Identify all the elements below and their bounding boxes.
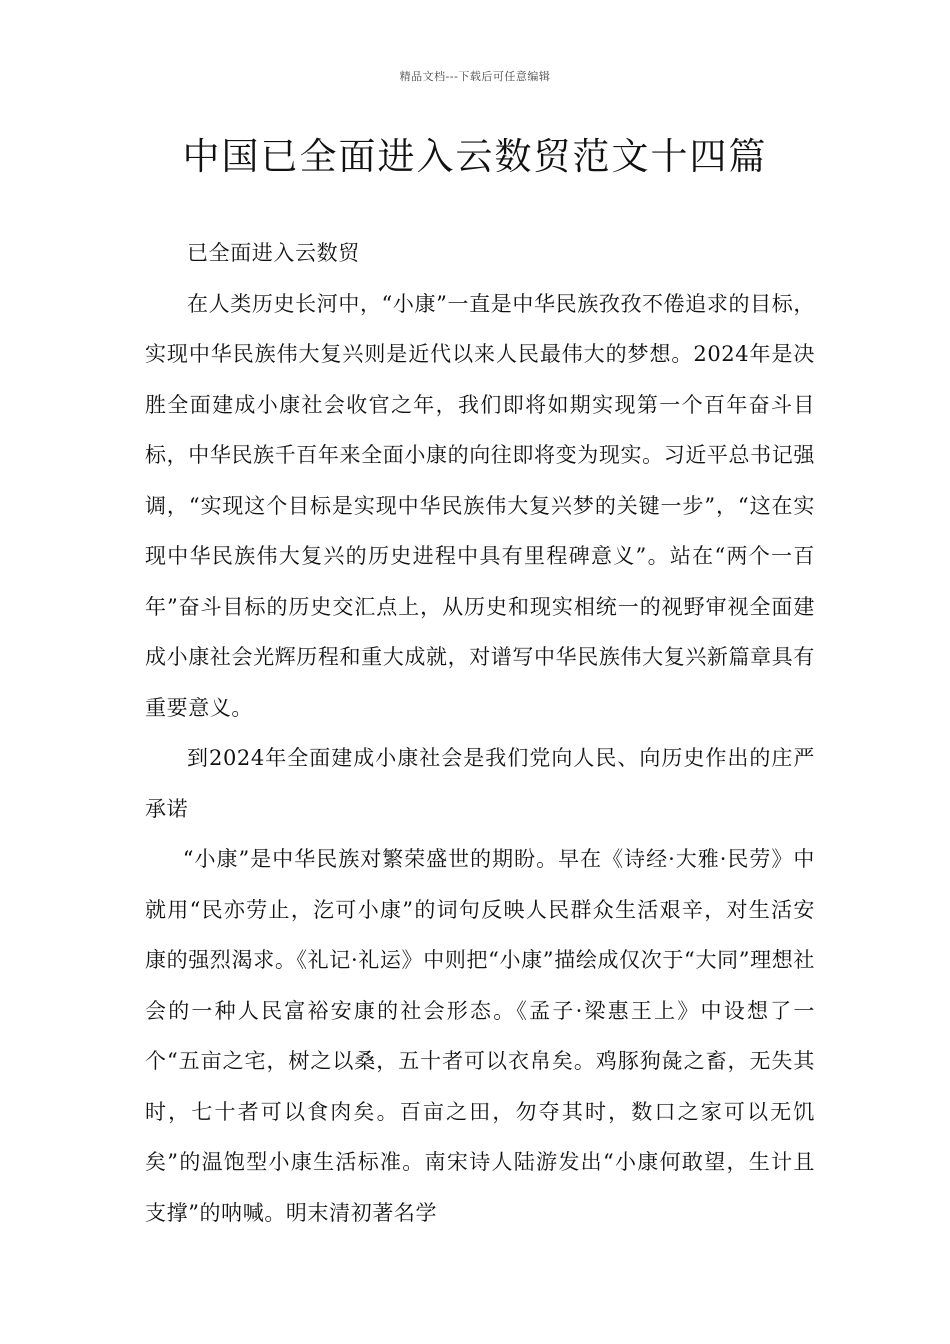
paragraph: “小康”是中华民族对繁荣盛世的期盼。早在《诗经·大雅·民劳》中就用“民亦劳止，汔可小康”的词句反映人民群众生活艰辛，对生活安康的强烈渴求。《礼记·礼运》中则把“小康”描绘成仅次于“大同”理想社会的一种人民富裕安康的社会形态。《孟子·梁惠王上》中设想了一个“五亩之宅，树之以桑，五十者可以衣帛矣。鸡豚狗彘之畜，无失其时，七十者可以食肉矣。百亩之田，勿夺其时，数口之家可以无饥矣”的温饱型小康生活标准。南宋诗人陆游发出“小康何敢望，生计且支撑”的呐喊。明末清初著名学 xyxy=(145,847,816,1225)
document-body xyxy=(145,228,815,1238)
section-heading: 已全面进入云数贸 xyxy=(187,241,360,265)
paragraph: 在人类历史长河中，“小康”一直是中华民族孜孜不倦追求的目标，实现中华民族伟大复兴则是近代以来人民最伟大的梦想。2024年是决胜全面建成小康社会收官之年，我们即将如期实现第一个百年奋斗目标，中华民族千百年来全面小康的向往即将变为现实。习近平总书记强调，“实现这个目标是实现中华民族伟大复兴梦的关键一步”，“这在实现中华民族伟大复兴的历史进程中具有里程碑意义”。站在“两个一百年”奋斗目标的历史交汇点上，从历史和现实相统一的视野审视全面建成小康社会光辉历程和重大成就，对谱写中华民族伟大复兴新篇章具有重要意义。 xyxy=(145,291,815,720)
document-title: 中国已全面进入云数贸范文十四篇 xyxy=(182,135,768,178)
paragraph: 到2024年全面建成小康社会是我们党向人民、向历史作出的庄严承诺 xyxy=(145,746,815,821)
header-note: 精品文档---下载后可任意编辑 xyxy=(399,70,551,83)
